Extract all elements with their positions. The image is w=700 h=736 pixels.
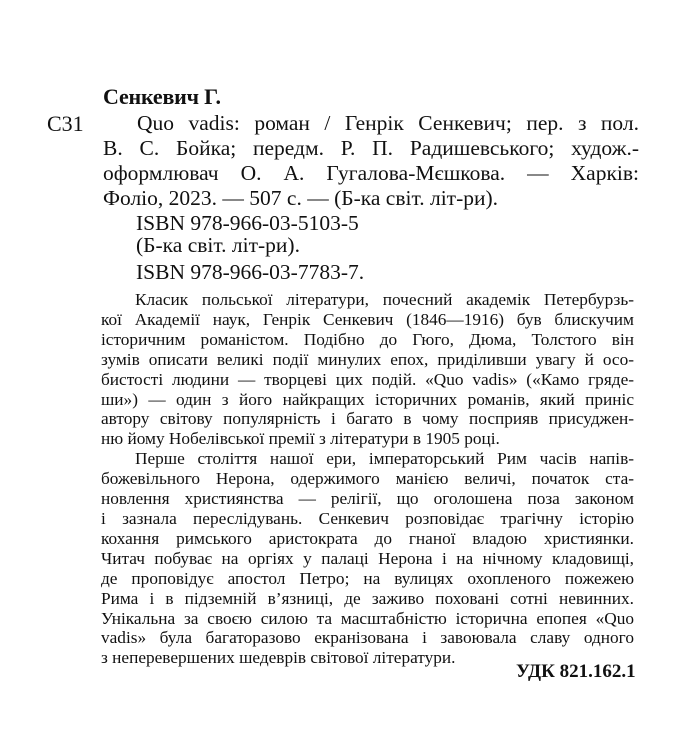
- series-note: (Б-ка світ. літ-ри).: [136, 233, 300, 257]
- author-heading: Сенкевич Г.: [103, 84, 221, 109]
- biblio-line: оформлювач О. А. Гугалова-Мєшкова. — Харків:: [103, 161, 639, 185]
- annotation-line: новлення християнства — релігії, що оголошена поза законом: [101, 489, 634, 509]
- annotation-line: історичним романістом. Подібно до Гюго, Дюма, Толстого він: [101, 329, 634, 349]
- biblio-line: Фоліо, 2023. — 507 с. — (Б-ка світ. літ-ри).: [103, 186, 499, 210]
- annotation-line: і зазнала переслідувань. Сенкевич розповідає трагічну історію: [101, 508, 634, 528]
- annotation-line: Унікальна за своєю силою та масштабністю історична епопея «Quo: [101, 608, 634, 628]
- annotation-line: бистості людини — творцеві цих подій. «Quo vadis» («Камо гряде-: [101, 369, 634, 389]
- annotation-line: Класик польської літератури, почесний академік Петербурзь-: [135, 290, 634, 309]
- annotation-line: зумів описати великі події минулих епох, приділивши увагу й осо-: [101, 349, 634, 369]
- annotation-line: де проповідує апостол Петро; на вулицях охопленого пожежею: [101, 568, 634, 588]
- annotation: [101, 290, 634, 668]
- annotation-line: з неперевершених шедеврів світової літератури.: [101, 648, 456, 668]
- annotation-line: Перше століття нашої ери, імператорський Рим часів напів-: [135, 449, 634, 469]
- book-isbn: ISBN 978-966-03-7783-7.: [136, 260, 365, 284]
- annotation-line: ши») — один з його найкращих історичних романів, який приніс: [101, 389, 634, 409]
- classification-code: С31: [47, 111, 84, 136]
- annotation-line: Рима і в підземній в’язниці, де заживо поховані сотні невинних.: [101, 588, 634, 608]
- bibliographic-description: [103, 111, 639, 211]
- annotation-line: кохання римського аристократа до гнаної владою християнки.: [101, 528, 634, 548]
- isbn-block: [136, 212, 364, 283]
- annotation-line: vadis» була багаторазово екранізована і завоювала славу одного: [101, 628, 634, 648]
- annotation-line: Читач побуває на оргіях у палаці Нерона і на нічному кладовищі,: [101, 548, 634, 568]
- annotation-line: ню йому Нобелівської премії з літератури в 1905 році.: [101, 429, 500, 449]
- biblio-line: Quo vadis: роман / Генрік Сенкевич; пер. з пол.: [137, 111, 639, 135]
- annotation-line: божевільного Нерона, одержимого манією величі, початок ста-: [101, 469, 634, 489]
- series-isbn: ISBN 978-966-03-5103-5: [136, 211, 359, 235]
- annotation-line: автору світову популярність і багато в чому посприяв присуджен-: [101, 409, 634, 429]
- biblio-line: В. С. Бойка; передм. Р. П. Радишевського; худож.-: [103, 136, 639, 160]
- udk-code: УДК 821.162.1: [516, 661, 636, 682]
- annotation-line: кої Академії наук, Генрік Сенкевич (1846—1916) був блискучим: [101, 309, 634, 329]
